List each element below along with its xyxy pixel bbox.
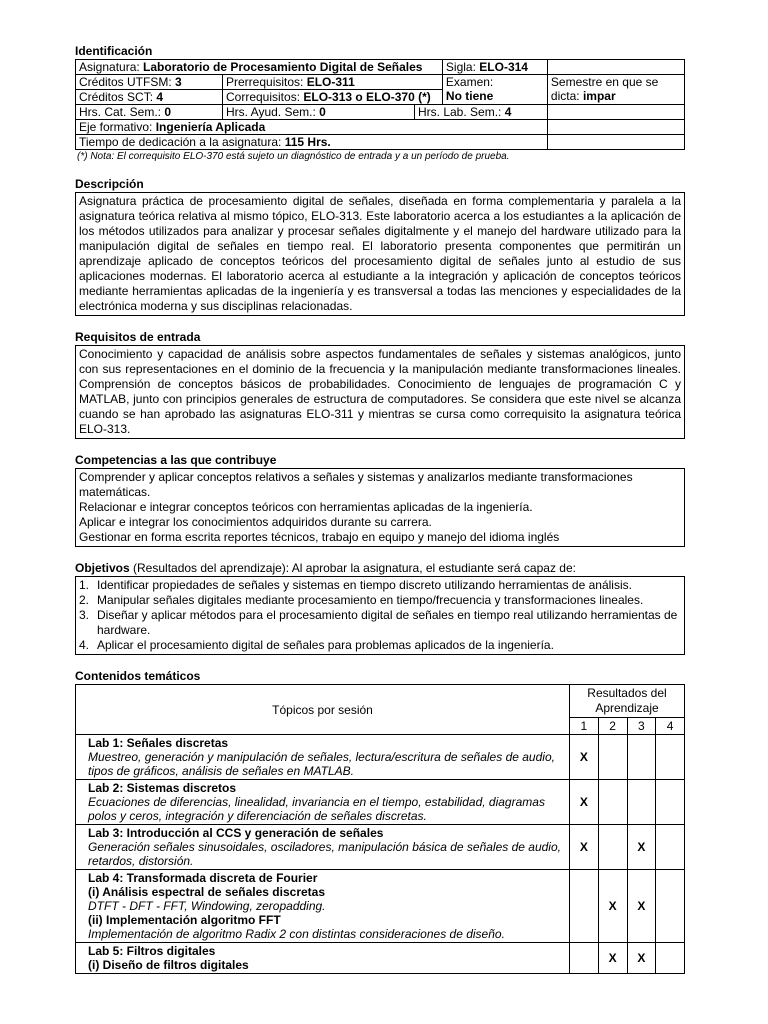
lab-title: Lab 5: Filtros digitales xyxy=(88,944,216,958)
lab-title: Lab 1: Señales discretas xyxy=(88,736,229,750)
examen-label: Examen: xyxy=(445,75,494,89)
hrs-ayud-value: 0 xyxy=(319,105,326,119)
examen-value: No tiene xyxy=(445,89,494,103)
resultado-col-1: 1 xyxy=(570,718,599,735)
lab-description: Muestreo, generación y manipulación de señales, lectura/escritura de señales de audio, tipos de gráficos, análisis de señales en MATLAB. xyxy=(88,750,555,778)
hrs-lab-cell xyxy=(415,105,548,120)
lab-mark: X xyxy=(570,735,599,780)
lab-mark xyxy=(598,780,627,825)
creditos-sct-label: Créditos SCT: xyxy=(79,90,154,104)
semestre-value: impar xyxy=(582,89,616,103)
descripcion-box xyxy=(75,192,685,316)
lab-mark xyxy=(656,825,685,870)
lab-description: Ecuaciones de diferencias, linealidad, invariancia en el tiempo, estabilidad, diagramas polos y ceros, integración y diferenciación de señales discretas. xyxy=(88,795,545,823)
lab-row xyxy=(76,735,685,780)
semestre-cell xyxy=(547,75,684,105)
lab-subtitle: (ii) Implementación algoritmo FFT xyxy=(88,913,281,927)
empty-cell xyxy=(547,60,684,75)
hrs-ayud-label: Hrs. Ayud. Sem.: xyxy=(226,105,316,119)
objetivo-text: Aplicar el procesamiento digital de señales para problemas aplicados de la ingeniería. xyxy=(97,638,554,652)
correquisito-note: (*) Nota: El correquisito ELO-370 está sujeto un diagnóstico de entrada y a un período de prueba. xyxy=(77,151,510,162)
prerrequisitos-label: Prerrequisitos: xyxy=(226,75,304,89)
syllabus-page xyxy=(75,44,685,974)
creditos-utfsm-label: Créditos UTFSM: xyxy=(79,75,172,89)
empty-cell xyxy=(547,120,684,135)
resultado-col-2: 2 xyxy=(598,718,627,735)
lab-row xyxy=(76,943,685,974)
hrs-lab-value: 4 xyxy=(504,105,512,119)
lab-mark: X xyxy=(627,825,656,870)
creditos-sct-value: 4 xyxy=(156,90,164,104)
lab-description: DTFT - DFT - FFT, Windowing, zeropadding. xyxy=(88,899,326,913)
objetivo-item xyxy=(79,593,681,608)
objetivo-text: Diseñar y aplicar métodos para el procesamiento digital de señales en tiempo real utilizando herramientas de hardware. xyxy=(97,608,678,637)
objetivo-number: 2. xyxy=(79,593,90,607)
objetivo-item xyxy=(79,608,681,638)
lab-mark xyxy=(598,735,627,780)
lab-cell xyxy=(76,780,570,825)
lab-title: Lab 2: Sistemas discretos xyxy=(88,781,237,795)
lab-mark xyxy=(598,825,627,870)
creditos-utfsm-value: 3 xyxy=(175,75,182,89)
hrs-cat-cell xyxy=(76,105,223,120)
requisitos-text: Conocimiento y capacidad de análisis sobre aspectos fundamentales de señales y sistemas analógicos, junto con sus representaciones en el dominio de la frecuencia y la manipulación mediante transformaciones lineales. Comprensión de conceptos básicos de probabilidades. Conocimiento de lenguajes de programación C y MATLAB, junto con principios generales de estructura de computadores. Se considera que este nivel se alcanza cuando se han aprobado las asignaturas ELO-311 y mientras se cursa como correquisito la asignatura teórica ELO-313. xyxy=(79,347,681,436)
asignatura-label: Asignatura: xyxy=(79,60,140,74)
lab-mark xyxy=(627,780,656,825)
lab-title: Lab 3: Introducción al CCS y generación de señales xyxy=(88,826,384,840)
lab-cell xyxy=(76,735,570,780)
empty-cell xyxy=(547,105,684,120)
competencia-item: Gestionar en forma escrita reportes técnicos, trabajo en equipo y manejo del idioma inglés xyxy=(79,530,560,544)
lab-mark: X xyxy=(627,943,656,974)
hrs-cat-label: Hrs. Cat. Sem.: xyxy=(79,105,162,119)
creditos-utfsm-cell xyxy=(76,75,223,90)
lab-mark xyxy=(656,780,685,825)
requisitos-heading: Requisitos de entrada xyxy=(75,330,201,344)
descripcion-text: Asignatura práctica de procesamiento digital de señales, diseñada en forma complementaria y paralela a la asignatura teórica relativa al mismo tópico, ELO-313. Este laboratorio acerca a los estudiantes a la aplicación de los métodos utilizados para analizar y procesar señales digitalmente y el manejo del hardware utilizado para la manipulación digital de señales en tiempo real. El laboratorio presenta componentes que permitirán un aprendizaje aplicado de conceptos teóricos del procesamiento digital de señales junto al estudio de sus aplicaciones modernas. El laboratorio acerca al estudiante a la integración y aplicación de conceptos teóricos mediante herramientas aplicadas de la ingeniería y es transversal a todas las menciones y especialidades de la electrónica moderna y sus disciplinas relacionadas. xyxy=(79,194,681,313)
sigla-cell xyxy=(442,60,547,75)
correquisitos-label: Correquisitos: xyxy=(226,90,301,104)
lab-title: Lab 4: Transformada discreta de Fourier xyxy=(88,871,318,885)
hrs-ayud-cell xyxy=(223,105,415,120)
lab-cell xyxy=(76,825,570,870)
lab-description: Implementación de algoritmo Radix 2 con distintas consideraciones de diseño. xyxy=(88,927,505,941)
hrs-cat-value: 0 xyxy=(164,105,172,119)
lab-mark xyxy=(656,943,685,974)
requisitos-box xyxy=(75,345,685,439)
sigla-label: Sigla: xyxy=(445,60,476,74)
lab-mark: X xyxy=(598,870,627,943)
topicos-header: Tópicos por sesión xyxy=(76,685,570,735)
objetivo-number: 4. xyxy=(79,638,90,652)
lab-row xyxy=(76,870,685,943)
lab-row xyxy=(76,780,685,825)
objetivo-item xyxy=(79,638,681,653)
eje-label: Eje formativo: xyxy=(79,120,153,134)
contenidos-heading: Contenidos temáticos xyxy=(75,669,201,683)
creditos-sct-cell xyxy=(76,90,223,105)
competencia-item: Relacionar e integrar conceptos teóricos con herramientas aplicadas de la ingeniería. xyxy=(79,500,533,514)
tiempo-cell xyxy=(76,135,548,150)
lab-mark xyxy=(570,870,599,943)
prerrequisitos-cell xyxy=(223,75,443,90)
resultado-col-3: 3 xyxy=(627,718,656,735)
lab-cell xyxy=(76,870,570,943)
resultados-header: Resultados del Aprendizaje xyxy=(570,685,685,718)
competencia-item: Aplicar e integrar los conocimientos adquiridos durante su carrera. xyxy=(79,515,432,529)
lab-mark: X xyxy=(570,825,599,870)
identificacion-table xyxy=(75,59,685,150)
competencias-box xyxy=(75,468,685,547)
objetivos-box xyxy=(75,576,685,655)
lab-subtitle: (i) Diseño de filtros digitales xyxy=(88,958,249,972)
lab-mark xyxy=(570,943,599,974)
asignatura-value: Laboratorio de Procesamiento Digital de Señales xyxy=(143,60,423,74)
eje-value: Ingeniería Aplicada xyxy=(155,120,266,134)
descripcion-heading: Descripción xyxy=(75,177,144,191)
identificacion-heading: Identificación xyxy=(75,44,153,58)
examen-cell xyxy=(442,75,547,105)
objetivos-intro: (Resultados del aprendizaje): Al aprobar la asignatura, el estudiante será capaz de: xyxy=(129,561,576,575)
contenidos-table xyxy=(75,684,685,974)
correquisitos-value: ELO-313 o ELO-370 (*) xyxy=(303,90,431,104)
lab-mark xyxy=(656,735,685,780)
prerrequisitos-value: ELO-311 xyxy=(306,75,355,89)
objetivo-text: Manipular señales digitales mediante procesamiento en tiempo/frecuencia y transformaciones lineales. xyxy=(97,593,644,607)
correquisitos-cell xyxy=(223,90,443,105)
lab-row xyxy=(76,825,685,870)
objetivos-heading: Objetivos xyxy=(75,561,130,575)
lab-mark: X xyxy=(598,943,627,974)
asignatura-cell xyxy=(76,60,443,75)
semestre-label: Semestre en que se dicta: xyxy=(550,75,659,103)
eje-cell xyxy=(76,120,548,135)
objetivo-item xyxy=(79,578,681,593)
sigla-value: ELO-314 xyxy=(479,60,528,74)
tiempo-label: Tiempo de dedicación a la asignatura: xyxy=(79,135,282,149)
lab-description: Generación señales sinusoidales, osciladores, manipulación básica de señales de audio, retardos, distorsión. xyxy=(88,840,561,868)
tiempo-value: 115 Hrs. xyxy=(284,135,331,149)
lab-subtitle: (i) Análisis espectral de señales discretas xyxy=(88,885,326,899)
lab-mark xyxy=(627,735,656,780)
lab-mark: X xyxy=(570,780,599,825)
objetivo-text: Identificar propiedades de señales y sistemas en tiempo discreto utilizando herramientas de análisis. xyxy=(97,578,632,592)
lab-mark: X xyxy=(627,870,656,943)
hrs-lab-label: Hrs. Lab. Sem.: xyxy=(418,105,502,119)
lab-mark xyxy=(656,870,685,943)
objetivos-header xyxy=(75,561,685,576)
objetivo-number: 1. xyxy=(79,578,90,592)
competencia-item: Comprender y aplicar conceptos relativos a señales y sistemas y analizarlos mediante transformaciones matemáticas. xyxy=(79,470,633,499)
resultado-col-4: 4 xyxy=(656,718,685,735)
competencias-heading: Competencias a las que contribuye xyxy=(75,453,277,467)
empty-cell xyxy=(547,135,684,150)
objetivo-number: 3. xyxy=(79,608,90,622)
lab-cell xyxy=(76,943,570,974)
